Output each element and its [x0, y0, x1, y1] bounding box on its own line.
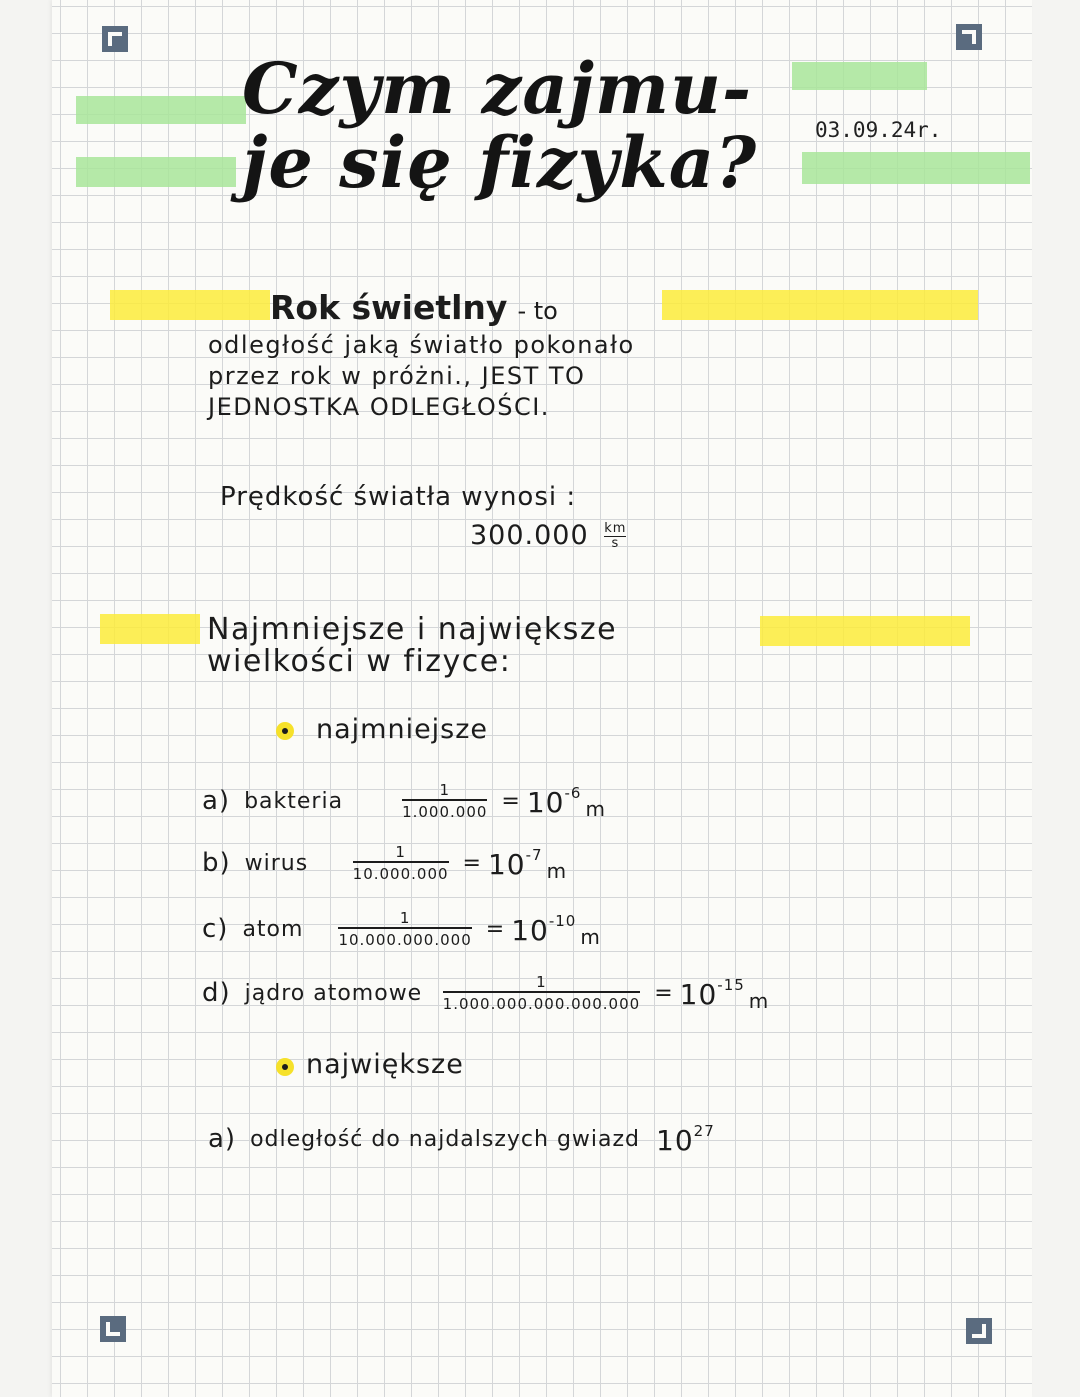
corner-marker-top-right-icon: [956, 24, 982, 50]
definition-line-1: odległość jaką światło pokonało: [208, 331, 635, 359]
speed-number: 300.000: [470, 520, 589, 551]
power-value: [680, 976, 745, 1011]
item-fraction: [353, 843, 449, 883]
largest-heading: największe: [306, 1049, 464, 1080]
fraction-denominator: 1.000.000: [402, 799, 487, 821]
definition-line-2: przez rok w próżni., JEST TO: [208, 362, 586, 390]
item-unit: m: [580, 925, 601, 949]
fraction-numerator: 1: [536, 973, 547, 991]
fraction-denominator: 1.000.000.000.000.000: [443, 991, 641, 1013]
power-exponent: -6: [564, 783, 582, 802]
item-unit: m: [585, 797, 606, 821]
power-base: 10: [656, 1123, 694, 1157]
item-label: bakteria: [244, 788, 344, 814]
smallest-heading: najmniejsze: [316, 714, 489, 745]
item-label: jądro atomowe: [244, 980, 423, 1006]
item-label: wirus: [244, 850, 309, 876]
corner-marker-bottom-right-icon: [966, 1318, 992, 1344]
corner-marker-bottom-left-icon: [100, 1316, 126, 1342]
speed-label: Prędkość światła wynosi :: [220, 482, 577, 512]
definition-line-3: JEDNOSTKA ODLEGŁOŚCI.: [208, 393, 550, 421]
note-date: 03.09.24r.: [815, 118, 942, 142]
power-value: [511, 912, 576, 947]
notebook-page: [52, 0, 1032, 1397]
item-fraction: [443, 973, 641, 1013]
item-letter: a): [202, 786, 231, 816]
fraction-denominator: 10.000.000: [353, 861, 449, 883]
smallest-item-c: [202, 904, 601, 954]
power-exponent: -15: [717, 975, 745, 994]
section-heading: [207, 614, 767, 678]
bullet-icon: [276, 722, 294, 740]
power-base: 10: [487, 847, 526, 881]
largest-item-a: [208, 1114, 715, 1164]
title-line-2: je się fizyka?: [242, 121, 758, 204]
equals-sign: =: [462, 850, 482, 876]
item-unit: m: [546, 859, 568, 883]
fraction-denominator: 10.000.000.000: [338, 927, 471, 949]
item-fraction: [402, 781, 487, 821]
title-highlight-left-1: [76, 96, 246, 124]
power-exponent: 27: [693, 1121, 715, 1140]
term-connector: - to: [517, 297, 558, 325]
section-highlight-right: [760, 616, 970, 646]
item-fraction: [338, 909, 471, 949]
fraction-numerator: 1: [399, 909, 411, 927]
speed-unit-numerator: km: [604, 521, 627, 536]
power-base: 10: [526, 785, 565, 819]
definition-highlight-right: [662, 290, 978, 320]
fraction-numerator: 1: [395, 843, 406, 861]
equals-sign: =: [501, 788, 521, 814]
item-label: odległość do najdalszych gwiazd: [250, 1126, 641, 1152]
power-base: 10: [511, 913, 549, 947]
section-heading-line-2: wielkości w fizyce:: [207, 644, 512, 679]
smallest-item-a: [202, 776, 606, 826]
power-value: [527, 784, 582, 819]
section-highlight-left: [100, 614, 200, 644]
title-line-1: Czym zajmu-: [242, 47, 753, 130]
item-letter: b): [202, 848, 231, 878]
item-letter: d): [202, 978, 231, 1008]
power-exponent: -7: [525, 845, 543, 864]
title-highlight-left-2: [76, 157, 236, 187]
definition-highlight-left: [110, 290, 270, 320]
item-letter: a): [208, 1124, 237, 1154]
item-label: atom: [242, 916, 304, 942]
speed-unit: [604, 522, 626, 551]
equals-sign: =: [654, 980, 674, 1006]
definition-body: [208, 330, 808, 423]
item-unit: m: [748, 989, 770, 1013]
corner-marker-top-left-icon: [102, 26, 128, 52]
smallest-item-d: [202, 968, 769, 1018]
speed-unit-denominator: s: [611, 536, 620, 551]
power-value: [488, 846, 543, 881]
definition-term: [270, 288, 558, 327]
item-letter: c): [202, 914, 229, 944]
fraction-numerator: 1: [439, 781, 451, 799]
term-text: Rok świetlny: [270, 288, 508, 327]
section-heading-line-1: Najmniejsze i największe: [207, 612, 618, 647]
equals-sign: =: [485, 916, 506, 942]
page-title: [242, 47, 882, 204]
smallest-item-b: [202, 838, 567, 888]
bullet-icon: [276, 1058, 294, 1076]
speed-value: [470, 520, 626, 551]
power-exponent: -10: [548, 911, 577, 930]
power-base: 10: [679, 977, 718, 1011]
power-value: [656, 1122, 715, 1157]
